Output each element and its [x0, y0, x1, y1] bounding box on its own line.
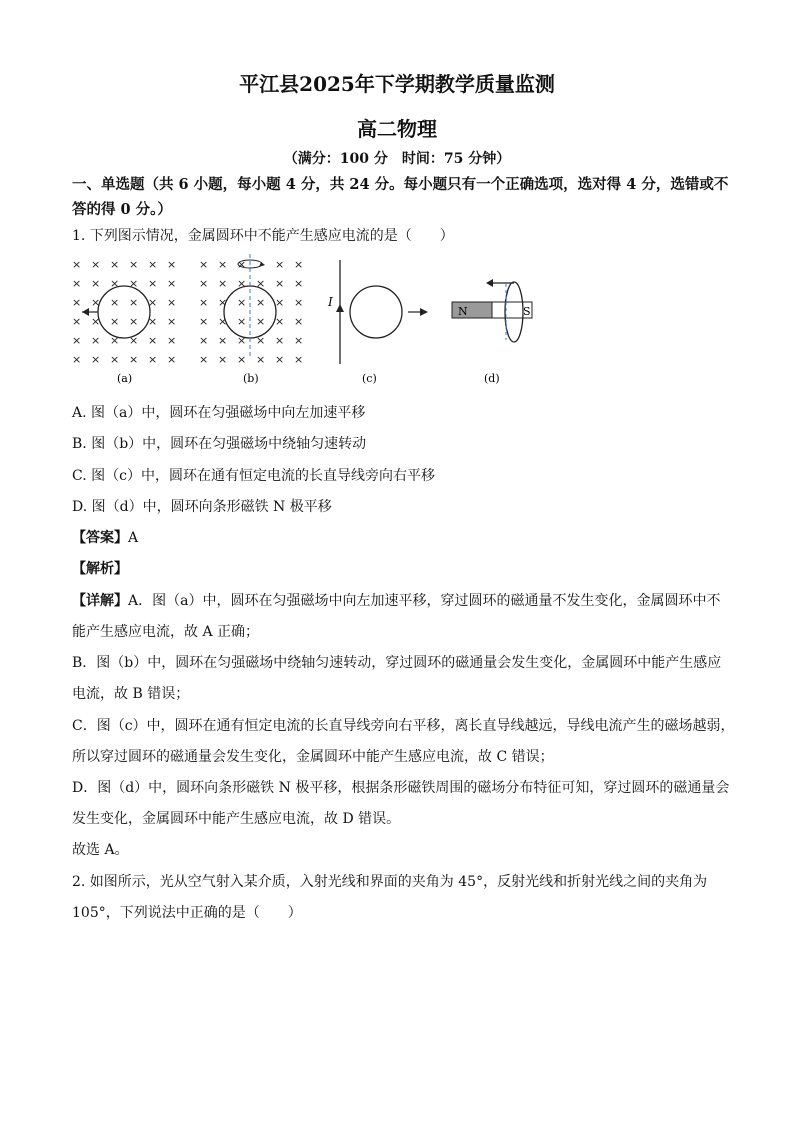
svg-text:×: ×	[218, 258, 228, 271]
option-c: C. 图（c）中，圆环在通有恒定电流的长直导线旁向右平移	[72, 468, 435, 484]
svg-text:×: ×	[110, 296, 120, 309]
svg-text:×: ×	[148, 258, 158, 271]
svg-text:×: ×	[129, 277, 139, 290]
question-1-stem: 1. 下列图示情况，金属圆环中不能产生感应电流的是（ ）	[72, 228, 454, 244]
svg-text:×: ×	[91, 353, 101, 366]
svg-text:×: ×	[256, 334, 266, 347]
question-2-line-2: 105°，下列说法中正确的是（ ）	[72, 905, 302, 921]
detail-line: D．图（d）中，圆环向条形磁铁 N 极平移，根据条形磁铁周围的磁场分布特征可知，穿过圆环的磁通量会	[72, 780, 730, 796]
current-arrow	[336, 304, 344, 312]
svg-text:×: ×	[256, 353, 266, 366]
svg-text:×: ×	[129, 296, 139, 309]
svg-text:×: ×	[237, 315, 247, 328]
svg-text:×: ×	[110, 353, 120, 366]
section-heading: 一、单选题（共 6 小题，每小题 4 分，共 24 分。每小题只有一个正确选项，选对得 4 分，选错或不答的得 0 分。）	[72, 176, 729, 218]
svg-text:×: ×	[129, 315, 139, 328]
question-2-line-1: 2. 如图所示，光从空气射入某介质，入射光线和界面的夹角为 45°，反射光线和折射光线之间的夹角为	[72, 874, 708, 890]
answer-row	[72, 527, 138, 547]
svg-text:×: ×	[72, 277, 82, 290]
svg-text:×: ×	[110, 315, 120, 328]
svg-text:×: ×	[91, 258, 101, 271]
subject-title: 高二物理	[357, 117, 437, 141]
figure-label-d: (d)	[484, 372, 500, 385]
question-1-figure	[62, 252, 562, 387]
figure-label-c: (c)	[362, 372, 377, 385]
svg-text:×: ×	[129, 334, 139, 347]
svg-text:×: ×	[218, 353, 228, 366]
figure-label-b: (b)	[243, 372, 259, 385]
svg-text:×: ×	[275, 334, 285, 347]
magnet-n-label: N	[458, 305, 468, 318]
svg-text:×: ×	[275, 296, 285, 309]
svg-text:×: ×	[199, 315, 209, 328]
exam-meta: （满分：100 分 时间：75 分钟）	[283, 151, 511, 167]
detail-tag: 【详解】	[72, 593, 128, 609]
svg-text:×: ×	[199, 277, 209, 290]
svg-text:×: ×	[237, 296, 247, 309]
svg-text:×: ×	[148, 315, 158, 328]
svg-text:×: ×	[91, 315, 101, 328]
detail-line: B．图（b）中，圆环在匀强磁场中绕轴匀速转动，穿过圆环的磁通量会发生变化，金属圆环中能产生感应	[72, 655, 722, 671]
svg-text:×: ×	[256, 296, 266, 309]
svg-text:×: ×	[294, 334, 304, 347]
svg-text:×: ×	[91, 296, 101, 309]
detail-line: 发生变化，金属圆环中能产生感应电流，故 D 错误。	[72, 811, 401, 827]
detail-line: 能产生感应电流，故 A 正确；	[72, 624, 260, 640]
analysis-tag: 【解析】	[72, 561, 128, 577]
svg-text:×: ×	[294, 315, 304, 328]
svg-text:×: ×	[167, 315, 177, 328]
svg-text:×: ×	[148, 296, 158, 309]
figure-b-field	[199, 258, 303, 366]
svg-text:×: ×	[167, 296, 177, 309]
svg-text:×: ×	[218, 315, 228, 328]
option-b: B. 图（b）中，圆环在匀强磁场中绕轴匀速转动	[72, 436, 367, 452]
svg-text:×: ×	[218, 277, 228, 290]
ring-a	[98, 286, 150, 338]
svg-text:×: ×	[294, 258, 304, 271]
svg-text:×: ×	[275, 277, 285, 290]
svg-text:×: ×	[218, 296, 228, 309]
figure-label-a: (a)	[117, 372, 133, 385]
answer-tag: 【答案】	[72, 530, 128, 546]
detail-line: 【详解】A．图（a）中，圆环在匀强磁场中向左加速平移，穿过圆环的磁通量不发生变化，金属圆环中不	[72, 593, 721, 609]
svg-text:×: ×	[256, 315, 266, 328]
svg-text:×: ×	[72, 353, 82, 366]
svg-text:×: ×	[110, 258, 120, 271]
detail-line: 所以穿过圆环的磁通量会发生变化，金属圆环中能产生感应电流，故 C 错误；	[72, 749, 554, 765]
svg-text:×: ×	[167, 258, 177, 271]
detail-line: C．图（c）中，圆环在通有恒定电流的长直导线旁向右平移，离长直导线越远，导线电流产生的磁场越弱，	[72, 718, 735, 734]
svg-text:×: ×	[294, 296, 304, 309]
svg-text:×: ×	[148, 353, 158, 366]
svg-text:×: ×	[110, 334, 120, 347]
answer-value: A	[128, 530, 139, 546]
svg-text:×: ×	[72, 296, 82, 309]
svg-text:×: ×	[167, 277, 177, 290]
detail-line: 电流，故 B 错误；	[72, 686, 190, 702]
current-label: I	[328, 295, 333, 309]
svg-text:×: ×	[148, 277, 158, 290]
svg-text:×: ×	[199, 334, 209, 347]
cross-mark: ×	[72, 258, 82, 271]
svg-text:×: ×	[218, 334, 228, 347]
svg-text:×: ×	[294, 277, 304, 290]
svg-text:×: ×	[199, 258, 209, 271]
ring-c	[350, 286, 402, 338]
svg-text:×: ×	[167, 353, 177, 366]
option-d: D. 图（d）中，圆环向条形磁铁 N 极平移	[72, 499, 332, 515]
svg-text:×: ×	[148, 334, 158, 347]
option-a: A. 图（a）中，圆环在匀强磁场中向左加速平移	[72, 405, 366, 421]
svg-text:×: ×	[199, 353, 209, 366]
svg-text:×: ×	[275, 353, 285, 366]
svg-text:×: ×	[275, 315, 285, 328]
svg-text:×: ×	[275, 258, 285, 271]
svg-text:×: ×	[237, 353, 247, 366]
svg-text:×: ×	[91, 277, 101, 290]
svg-text:×: ×	[110, 277, 120, 290]
svg-text:×: ×	[129, 353, 139, 366]
svg-text:×: ×	[237, 277, 247, 290]
svg-text:×: ×	[91, 334, 101, 347]
detail-line: 故选 A。	[72, 842, 129, 858]
svg-text:×: ×	[237, 258, 247, 271]
svg-text:×: ×	[129, 258, 139, 271]
page-title: 平江县2025年下学期教学质量监测	[239, 72, 555, 96]
svg-text:×: ×	[72, 315, 82, 328]
svg-text:×: ×	[294, 353, 304, 366]
svg-text:×: ×	[256, 277, 266, 290]
svg-text:×: ×	[72, 334, 82, 347]
svg-text:×: ×	[199, 296, 209, 309]
magnet-s-label: S	[523, 305, 531, 318]
svg-text:×: ×	[167, 334, 177, 347]
svg-text:×: ×	[237, 334, 247, 347]
